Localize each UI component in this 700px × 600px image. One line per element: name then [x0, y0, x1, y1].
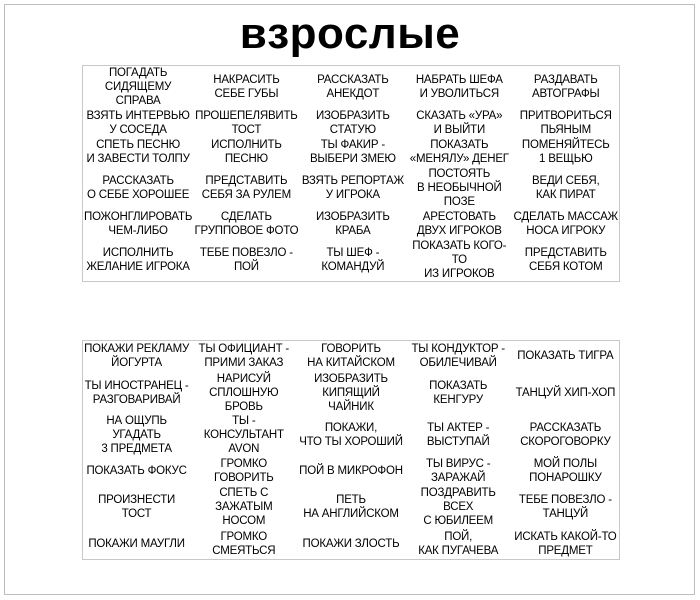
- task-card: [300, 167, 406, 209]
- task-card: [83, 486, 190, 528]
- task-card-text: ТАНЦУЙ ХИП-ХОП: [515, 386, 616, 399]
- task-card: [300, 138, 406, 168]
- task-card-text: ТЫ КОНДУКТОР - ОБИЛЕЧИВАЙ: [411, 343, 505, 370]
- task-card: [193, 108, 299, 138]
- task-card-text: ПОСТОЯТЬ В НЕОБЫЧНОЙ ПОЗЕ: [417, 168, 502, 209]
- task-card: [83, 167, 193, 209]
- task-card-text: ГРОМКО ГОВОРИТЬ: [213, 457, 274, 484]
- task-card-text: ИСПОЛНИТЬ ЖЕЛАНИЕ ИГРОКА: [86, 246, 190, 273]
- task-card: [190, 456, 297, 487]
- task-card-text: ПОГАДАТЬ СИДЯЩЕМУ СПРАВА: [104, 67, 172, 107]
- task-card-text: ПОКАЖИ, ЧТО ТЫ ХОРОШИЙ: [299, 421, 403, 448]
- task-card-text: СПЕТЬ С ЗАЖАТЫМ НОСОМ: [215, 487, 273, 528]
- task-card: [513, 239, 619, 281]
- task-card-text: ВЗЯТЬ ИНТЕРВЬЮ У СОСЕДА: [86, 109, 190, 136]
- task-card: [405, 528, 512, 559]
- task-card: [190, 486, 297, 528]
- task-card-text: МОЙ ПОЛЫ ПОНАРОШКУ: [529, 457, 602, 484]
- task-card: [512, 341, 619, 372]
- task-card: [83, 108, 193, 138]
- task-card: [83, 138, 193, 168]
- task-card: [300, 209, 406, 239]
- task-card-text: ТЫ ОФИЦИАНТ - ПРИМИ ЗАКАЗ: [198, 343, 290, 370]
- task-card-text: ПРОШЕПЕЛЯВИТЬ ТОСТ: [195, 109, 298, 136]
- task-card: [190, 341, 297, 372]
- task-card: [190, 528, 297, 559]
- task-card-text: ПОМЕНЯЙТЕСЬ 1 ВЕЩЬЮ: [521, 139, 610, 166]
- task-card-text: ТЕБЕ ПОВЕЗЛО - ПОЙ: [199, 246, 293, 273]
- task-card: [406, 138, 512, 168]
- task-card-text: ТЕБЕ ПОВЕЗЛО - ТАНЦУЙ: [518, 494, 612, 521]
- task-card-text: ПОЙ В МИКРОФОН: [299, 464, 403, 477]
- task-card: [512, 456, 619, 487]
- task-card-text: ТЫ ШЕФ - КОМАНДУЙ: [321, 246, 385, 273]
- task-card: [512, 372, 619, 414]
- task-card-text: ПОКАЖИ МАУГЛИ: [88, 537, 185, 550]
- task-card-text: НАКРАСИТЬ СЕБЕ ГУБЫ: [213, 74, 280, 100]
- task-card: [193, 167, 299, 209]
- task-card: [406, 239, 512, 281]
- task-card: [300, 108, 406, 138]
- task-card: [297, 341, 404, 372]
- task-card-text: ТЫ АКТЕР - ВЫСТУПАЙ: [426, 421, 490, 448]
- task-card: [405, 414, 512, 456]
- task-card: [83, 209, 193, 239]
- task-card: [406, 167, 512, 209]
- task-card-text: РАЗДАВАТЬ АВТОГРАФЫ: [531, 74, 600, 100]
- task-card-text: ТЫ - КОНСУЛЬТАНТ AVON: [203, 414, 284, 455]
- task-card-text: СПЕТЬ ПЕСНЮ И ЗАВЕСТИ ТОЛПУ: [86, 139, 190, 166]
- task-card-text: ПОКАЗАТЬ КЕНГУРУ: [429, 379, 488, 406]
- task-card-text: ПЕТЬ НА АНГЛИЙСКОМ: [303, 494, 399, 521]
- task-card-text: НА ОЩУПЬ УГАДАТЬ 3 ПРЕДМЕТА: [101, 414, 172, 455]
- task-card: [513, 209, 619, 239]
- task-card-text: ГОВОРИТЬ НА КИТАЙСКОМ: [307, 343, 395, 370]
- task-card: [297, 528, 404, 559]
- task-card: [297, 486, 404, 528]
- task-card: [513, 138, 619, 168]
- task-card-text: ПОКАЗАТЬ «МЕНЯЛУ» ДЕНЕГ: [409, 139, 509, 166]
- task-card-text: ПРИТВОРИТЬСЯ ПЬЯНЫМ: [519, 109, 612, 136]
- task-card-text: ПРЕДСТАВИТЬ СЕБЯ ЗА РУЛЕМ: [201, 175, 292, 202]
- task-card-text: ПОКАЖИ ЗЛОСТЬ: [302, 537, 400, 550]
- task-card: [405, 486, 512, 528]
- task-card: [405, 341, 512, 372]
- task-card: [83, 239, 193, 281]
- task-card: [83, 341, 190, 372]
- task-card-text: ИЗОБРАЗИТЬ СТАТУЮ: [315, 109, 390, 136]
- task-card-text: ПОКАЗАТЬ КОГО-ТО ИЗ ИГРОКОВ: [412, 239, 507, 280]
- task-card: [300, 239, 406, 281]
- task-card-text: ПРОИЗНЕСТИ ТОСТ: [98, 494, 176, 521]
- task-card: [406, 209, 512, 239]
- task-card-text: ПОЗДРАВИТЬ ВСЕХ С ЮБИЛЕЕМ: [420, 487, 496, 528]
- task-card-text: ТЫ ФАКИР - ВЫБЕРИ ЗМЕЮ: [309, 139, 396, 166]
- task-card: [83, 414, 190, 456]
- task-card: [297, 456, 404, 487]
- task-card: [190, 372, 297, 414]
- task-card-text: НАРИСУЙ СПЛОШНУЮ БРОВЬ: [209, 372, 279, 413]
- task-card-text: ИСКАТЬ КАКОЙ-ТО ПРЕДМЕТ: [514, 530, 617, 557]
- task-card: [406, 66, 512, 108]
- task-card: [405, 456, 512, 487]
- task-card-text: РАССКАЗАТЬ СКОРОГОВОРКУ: [520, 421, 611, 448]
- page-title: взрослые: [239, 9, 461, 58]
- task-card-text: ВЕДИ СЕБЯ, КАК ПИРАТ: [532, 175, 600, 202]
- task-card-text: ПОКАЖИ РЕКЛАМУ ЙОГУРТА: [84, 343, 190, 370]
- task-card-text: СКАЗАТЬ «УРА» И ВЫЙТИ: [416, 109, 503, 136]
- task-card-text: ПОКАЗАТЬ ТИГРА: [517, 350, 614, 363]
- task-card: [193, 138, 299, 168]
- task-card: [83, 372, 190, 414]
- task-card-text: ПРЕДСТАВИТЬ СЕБЯ КОТОМ: [524, 246, 607, 273]
- task-card: [513, 108, 619, 138]
- task-card: [297, 372, 404, 414]
- task-card: [406, 108, 512, 138]
- task-card-sheet: [82, 65, 620, 282]
- task-card: [83, 66, 193, 108]
- task-card-text: ИСПОЛНИТЬ ПЕСНЮ: [211, 139, 282, 166]
- task-card-text: ГРОМКО СМЕЯТЬСЯ: [212, 530, 276, 557]
- task-card: [83, 456, 190, 487]
- task-card: [190, 414, 297, 456]
- task-card: [512, 486, 619, 528]
- task-card: [513, 66, 619, 108]
- task-card-text: НАБРАТЬ ШЕФА И УВОЛИТЬСЯ: [415, 74, 503, 100]
- task-card-text: ПОЖОНГЛИРОВАТЬ ЧЕМ-ЛИБО: [84, 211, 193, 238]
- task-card-text: ТЫ ИНОСТРАНЕЦ - РАЗГОВАРИВАЙ: [84, 379, 189, 406]
- task-card-text: ТЫ ВИРУС - ЗАРАЖАЙ: [426, 457, 491, 484]
- task-card: [193, 66, 299, 108]
- task-card: [193, 239, 299, 281]
- task-card: [512, 414, 619, 456]
- task-card-text: ПОЙ, КАК ПУГАЧЕВА: [418, 530, 499, 557]
- task-card: [83, 528, 190, 559]
- task-card-sheet: [82, 340, 620, 560]
- task-card-text: СДЕЛАТЬ ГРУППОВОЕ ФОТО: [194, 211, 299, 238]
- task-card: [512, 528, 619, 559]
- task-card-text: ИЗОБРАЗИТЬ КРАБА: [315, 211, 390, 238]
- task-card-text: ПОКАЗАТЬ ФОКУС: [86, 464, 187, 477]
- task-card: [513, 167, 619, 209]
- task-card-text: РАССКАЗАТЬ О СЕБЕ ХОРОШЕЕ: [86, 175, 190, 202]
- task-card: [297, 414, 404, 456]
- task-card-text: ВЗЯТЬ РЕПОРТАЖ У ИГРОКА: [301, 175, 404, 202]
- task-card-text: ИЗОБРАЗИТЬ КИПЯЩИЙ ЧАЙНИК: [314, 372, 388, 413]
- task-card: [405, 372, 512, 414]
- task-card: [300, 66, 406, 108]
- task-card-text: АРЕСТОВАТЬ ДВУХ ИГРОКОВ: [416, 211, 502, 238]
- task-card-text: СДЕЛАТЬ МАССАЖ НОСА ИГРОКУ: [513, 211, 618, 238]
- task-card: [193, 209, 299, 239]
- task-card-text: РАССКАЗАТЬ АНЕКДОТ: [317, 74, 389, 100]
